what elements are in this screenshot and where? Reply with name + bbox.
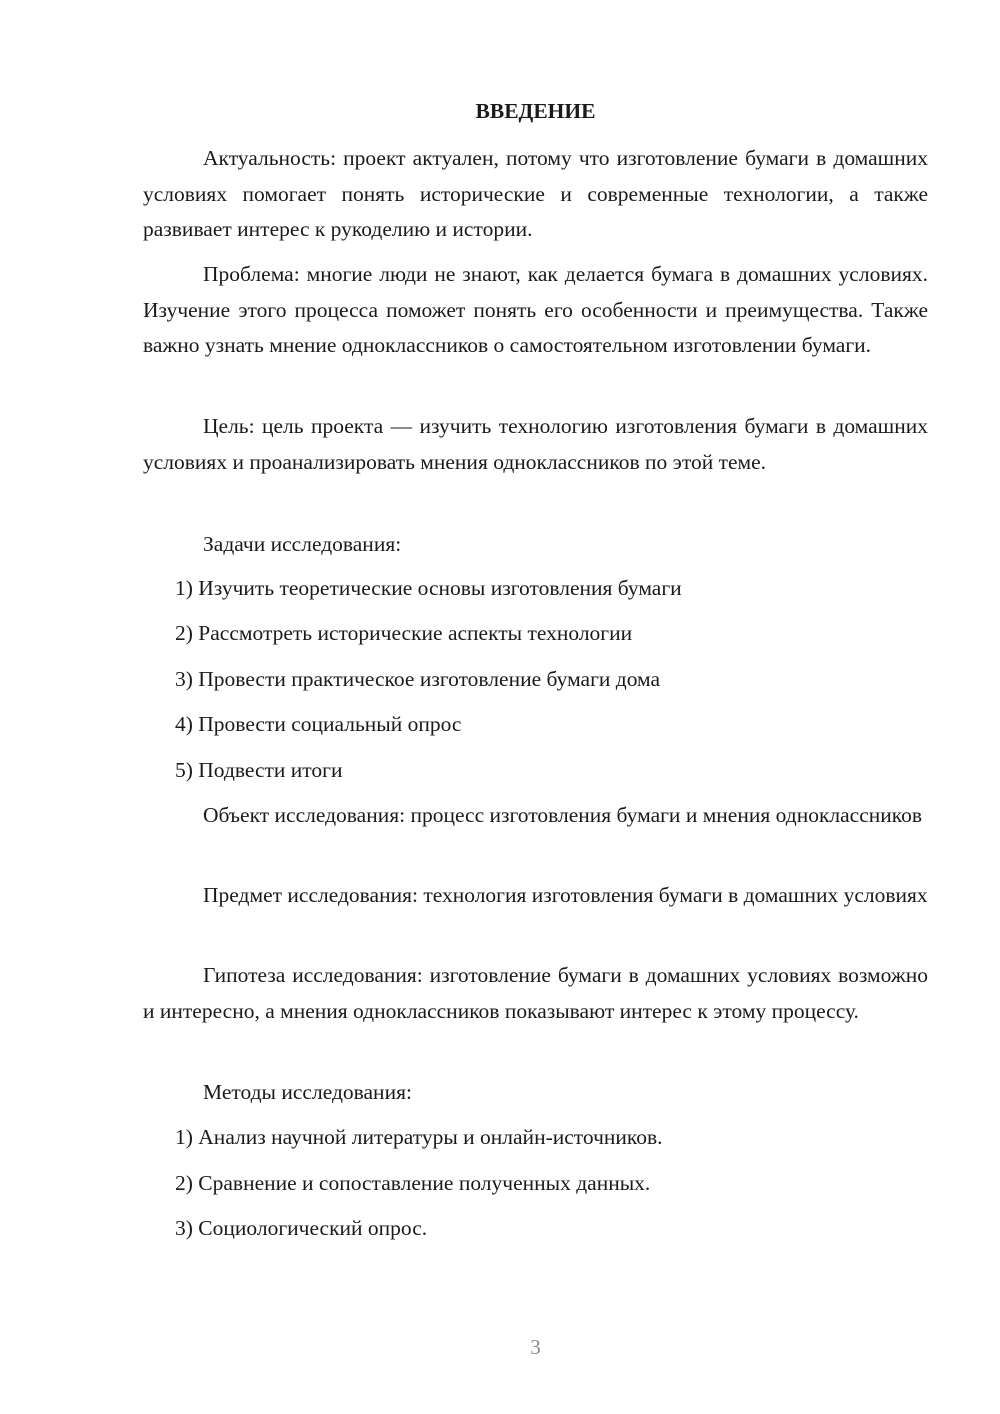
method-item-2: 2) Сравнение и сопоставление полученных данных. xyxy=(175,1171,651,1195)
method-item-1: 1) Анализ научной литературы и онлайн-источников. xyxy=(175,1125,663,1149)
methods-heading: Методы исследования: xyxy=(203,1080,412,1104)
tasks-heading: Задачи исследования: xyxy=(203,532,402,556)
task-item-1: 1) Изучить теоретические основы изготовления бумаги xyxy=(175,576,682,600)
method-item-3: 3) Социологический опрос. xyxy=(175,1216,428,1240)
task-item-2: 2) Рассмотреть исторические аспекты технологии xyxy=(175,621,633,645)
task-item-3: 3) Провести практическое изготовление бумаги дома xyxy=(175,667,661,691)
problem-paragraph: Проблема: многие люди не знают, как делается бумага в домашних условиях. Изучение этого процесса поможет понять его особенности и преимущества. Также важно узнать мнение одноклассников о самостоятельном изготовлении бумаги. xyxy=(143,262,928,357)
relevance-paragraph: Актуальность: проект актуален, потому что изготовление бумаги в домашних условиях помогает понять исторические и современные технологии, а также развивает интерес к рукоделию и истории. xyxy=(143,146,928,241)
subject-paragraph: Предмет исследования: технология изготовления бумаги в домашних условиях xyxy=(203,883,928,907)
hypothesis-paragraph: Гипотеза исследования: изготовление бумаги в домашних условиях возможно и интересно, а мнения одноклассников показывают интерес к этому процессу. xyxy=(143,963,928,1023)
goal-paragraph: Цель: цель проекта — изучить технологию изготовления бумаги в домашних условиях и проанализировать мнения одноклассников по этой теме. xyxy=(143,414,928,474)
page-number: 3 xyxy=(530,1335,541,1359)
section-title: ВВЕДЕНИЕ xyxy=(475,99,596,123)
task-item-5: 5) Подвести итоги xyxy=(175,758,343,782)
object-paragraph: Объект исследования: процесс изготовления бумаги и мнения одноклассников xyxy=(203,803,923,827)
task-item-4: 4) Провести социальный опрос xyxy=(175,712,462,736)
document-page xyxy=(143,0,928,1414)
